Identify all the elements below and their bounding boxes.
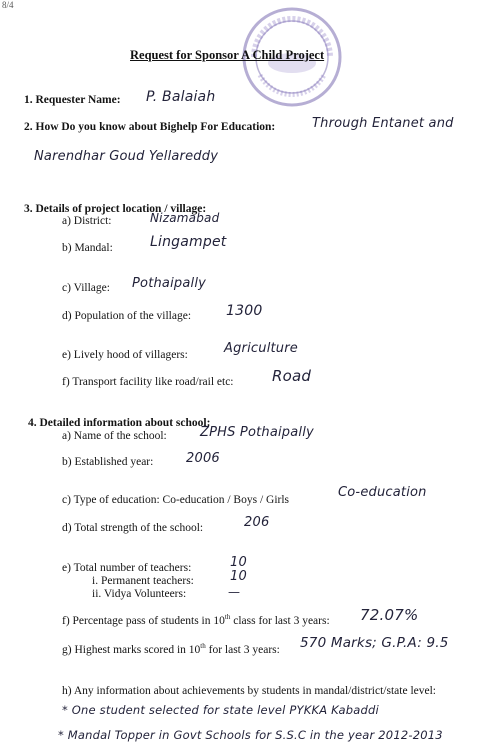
education-type-answer: Co-education <box>338 485 427 500</box>
mandal-answer: Lingampet <box>150 234 227 250</box>
corner-mark: 8/4 <box>2 0 14 10</box>
highest-marks-label-text: g) Highest marks scored in 10 <box>62 643 201 656</box>
highest-marks-answer: 570 Marks; G.P.A: 9.5 <box>300 635 449 651</box>
village-answer: Pothaipally <box>132 276 207 291</box>
vidya-volunteers-label: ii. Vidya Volunteers: <box>92 588 187 600</box>
project-location-label: 3. Details of project location / village: <box>24 203 207 215</box>
percentage-pass-answer: 72.07% <box>360 606 419 624</box>
page-title: Request for Sponsor A Child Project <box>130 48 325 62</box>
teachers-count-label: e) Total number of teachers: <box>62 562 192 574</box>
established-year-label: b) Established year: <box>62 456 154 468</box>
population-label: d) Population of the village: <box>62 310 192 322</box>
highest-marks-label-rest: for last 3 years: <box>205 643 280 656</box>
how-know-answer-line1: Through Entanet and <box>312 116 454 131</box>
livelihood-answer: Agriculture <box>224 341 298 356</box>
how-know-answer-line2: Narendhar Goud Yellareddy <box>34 149 219 164</box>
percentage-pass-label-rest: class for last 3 years: <box>230 614 330 627</box>
school-info-label: 4. Detailed information about school: <box>28 417 211 429</box>
highest-marks-label-sup: th <box>200 642 206 650</box>
how-know-label: 2. How Do you know about Bighelp For Education: <box>24 121 276 133</box>
teachers-count-answer: 10 <box>230 555 247 570</box>
school-name-label: a) Name of the school: <box>62 430 167 442</box>
transport-label: f) Transport facility like road/rail etc: <box>62 376 234 388</box>
permanent-teachers-label: i. Permanent teachers: <box>92 575 194 587</box>
achievements-label: h) Any information about achievements by students in mandal/district/state level: <box>62 685 436 697</box>
vidya-volunteers-answer: — <box>228 585 241 599</box>
highest-marks-label <box>62 642 280 656</box>
transport-answer: Road <box>272 367 312 385</box>
total-strength-label: d) Total strength of the school: <box>62 522 204 534</box>
requester-name-answer: P. Balaiah <box>146 89 216 105</box>
village-label: c) Village: <box>62 282 110 294</box>
education-type-label: c) Type of education: Co-education / Boys / Girls <box>62 494 290 506</box>
permanent-teachers-answer: 10 <box>230 569 247 584</box>
achievement-answer-1: * One student selected for state level PYKKA Kabaddi <box>62 703 379 717</box>
population-answer: 1300 <box>226 303 263 319</box>
percentage-pass-label-sup: th <box>224 613 231 621</box>
district-answer: Nizamabad <box>150 211 220 225</box>
requester-name-label: 1. Requester Name: <box>24 94 121 106</box>
school-name-answer: ZPHS Pothaipally <box>200 425 314 440</box>
achievement-answer-2: * Mandal Topper in Govt Schools for S.S.C in the year 2012-2013 <box>58 728 443 742</box>
established-year-answer: 2006 <box>186 451 220 466</box>
percentage-pass-label <box>62 613 330 627</box>
mandal-label: b) Mandal: <box>62 242 113 254</box>
percentage-pass-label-text: f) Percentage pass of students in 10 <box>62 614 225 627</box>
livelihood-label: e) Lively hood of villagers: <box>62 349 188 361</box>
district-label: a) District: <box>62 215 112 227</box>
total-strength-answer: 206 <box>244 515 270 530</box>
